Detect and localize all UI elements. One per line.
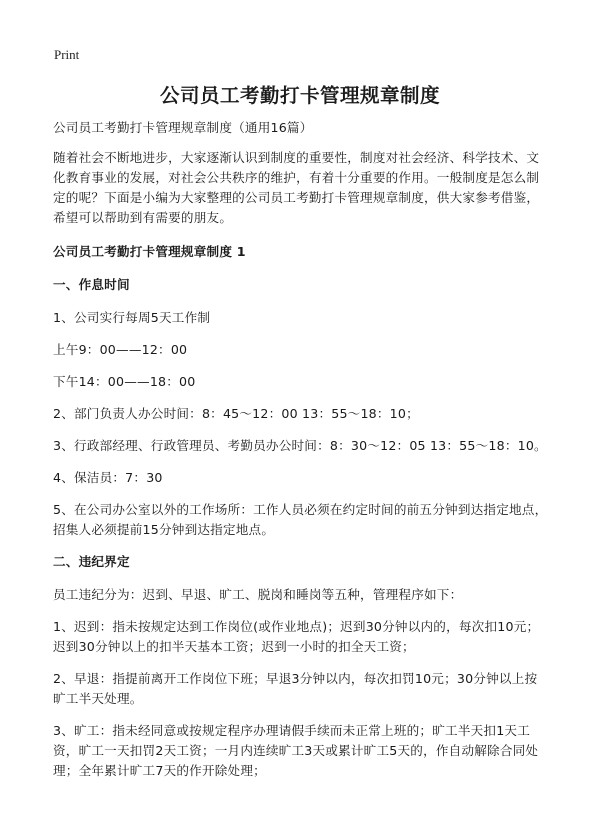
- print-link[interactable]: Print: [54, 47, 80, 62]
- part1-item: 2、部门负责人办公时间：8：45～12：00 13：55～18：10；: [53, 406, 419, 421]
- document-title: 公司员工考勤打卡管理规章制度: [159, 84, 440, 107]
- part1-item: 1、公司实行每周5天工作制: [53, 310, 211, 325]
- part2-item: 1、迟到：指未按规定达到工作岗位(或作业地点)；迟到30分钟以内的，每次扣10元；迟到30分钟以上的扣半天基本工资；迟到一小时的扣全天工资；: [53, 619, 540, 654]
- part2-heading: 二、违纪界定: [53, 554, 130, 569]
- part1-item: 下午14：00——18：00: [53, 374, 196, 389]
- section-heading: 公司员工考勤打卡管理规章制度 1: [53, 244, 246, 259]
- intro-paragraph: 随着社会不断地进步，大家逐渐认识到制度的重要性，制度对社会经济、科学技术、文化教育事业的发展，对社会公共秩序的维护，有着十分重要的作用。一般制度是怎么制定的呢？下面是小编为大家整理的公司员工考勤打卡管理规章制度，供大家参考借鉴，希望可以帮助到有需要的朋友。: [53, 150, 540, 225]
- part2-item: 2、早退：指提前离开工作岗位下班；早退3分钟以内，每次扣罚10元；30分钟以上按旷工半天处理。: [53, 671, 538, 706]
- part1-item: 3、行政部经理、行政管理员、考勤员办公时间：8：30～12：05 13：55～18：10。: [53, 438, 547, 453]
- part1-item: 4、保洁员：7：30: [53, 470, 163, 485]
- part1-item: 5、在公司办公室以外的工作场所：工作人员必须在约定时间的前五分钟到达指定地点，招集人必须提前15分钟到达指定地点。: [53, 502, 548, 537]
- part2-item: 员工违纪分为：迟到、早退、旷工、脱岗和睡岗等五种，管理程序如下：: [53, 587, 463, 602]
- document-subtitle: 公司员工考勤打卡管理规章制度（通用16篇）: [53, 120, 313, 135]
- part1-heading: 一、作息时间: [53, 277, 130, 292]
- part2-item: 3、旷工：指未经同意或按规定程序办理请假手续而未正常上班的；旷工半天扣1天工资，旷工一天扣罚2天工资；一月内连续旷工3天或累计旷工5天的，作自动解除合同处理；全年累计旷工7天的作开除处理；: [53, 723, 539, 778]
- document-body: [53, 118, 550, 793]
- part1-item: 上午9：00——12：00: [53, 342, 188, 357]
